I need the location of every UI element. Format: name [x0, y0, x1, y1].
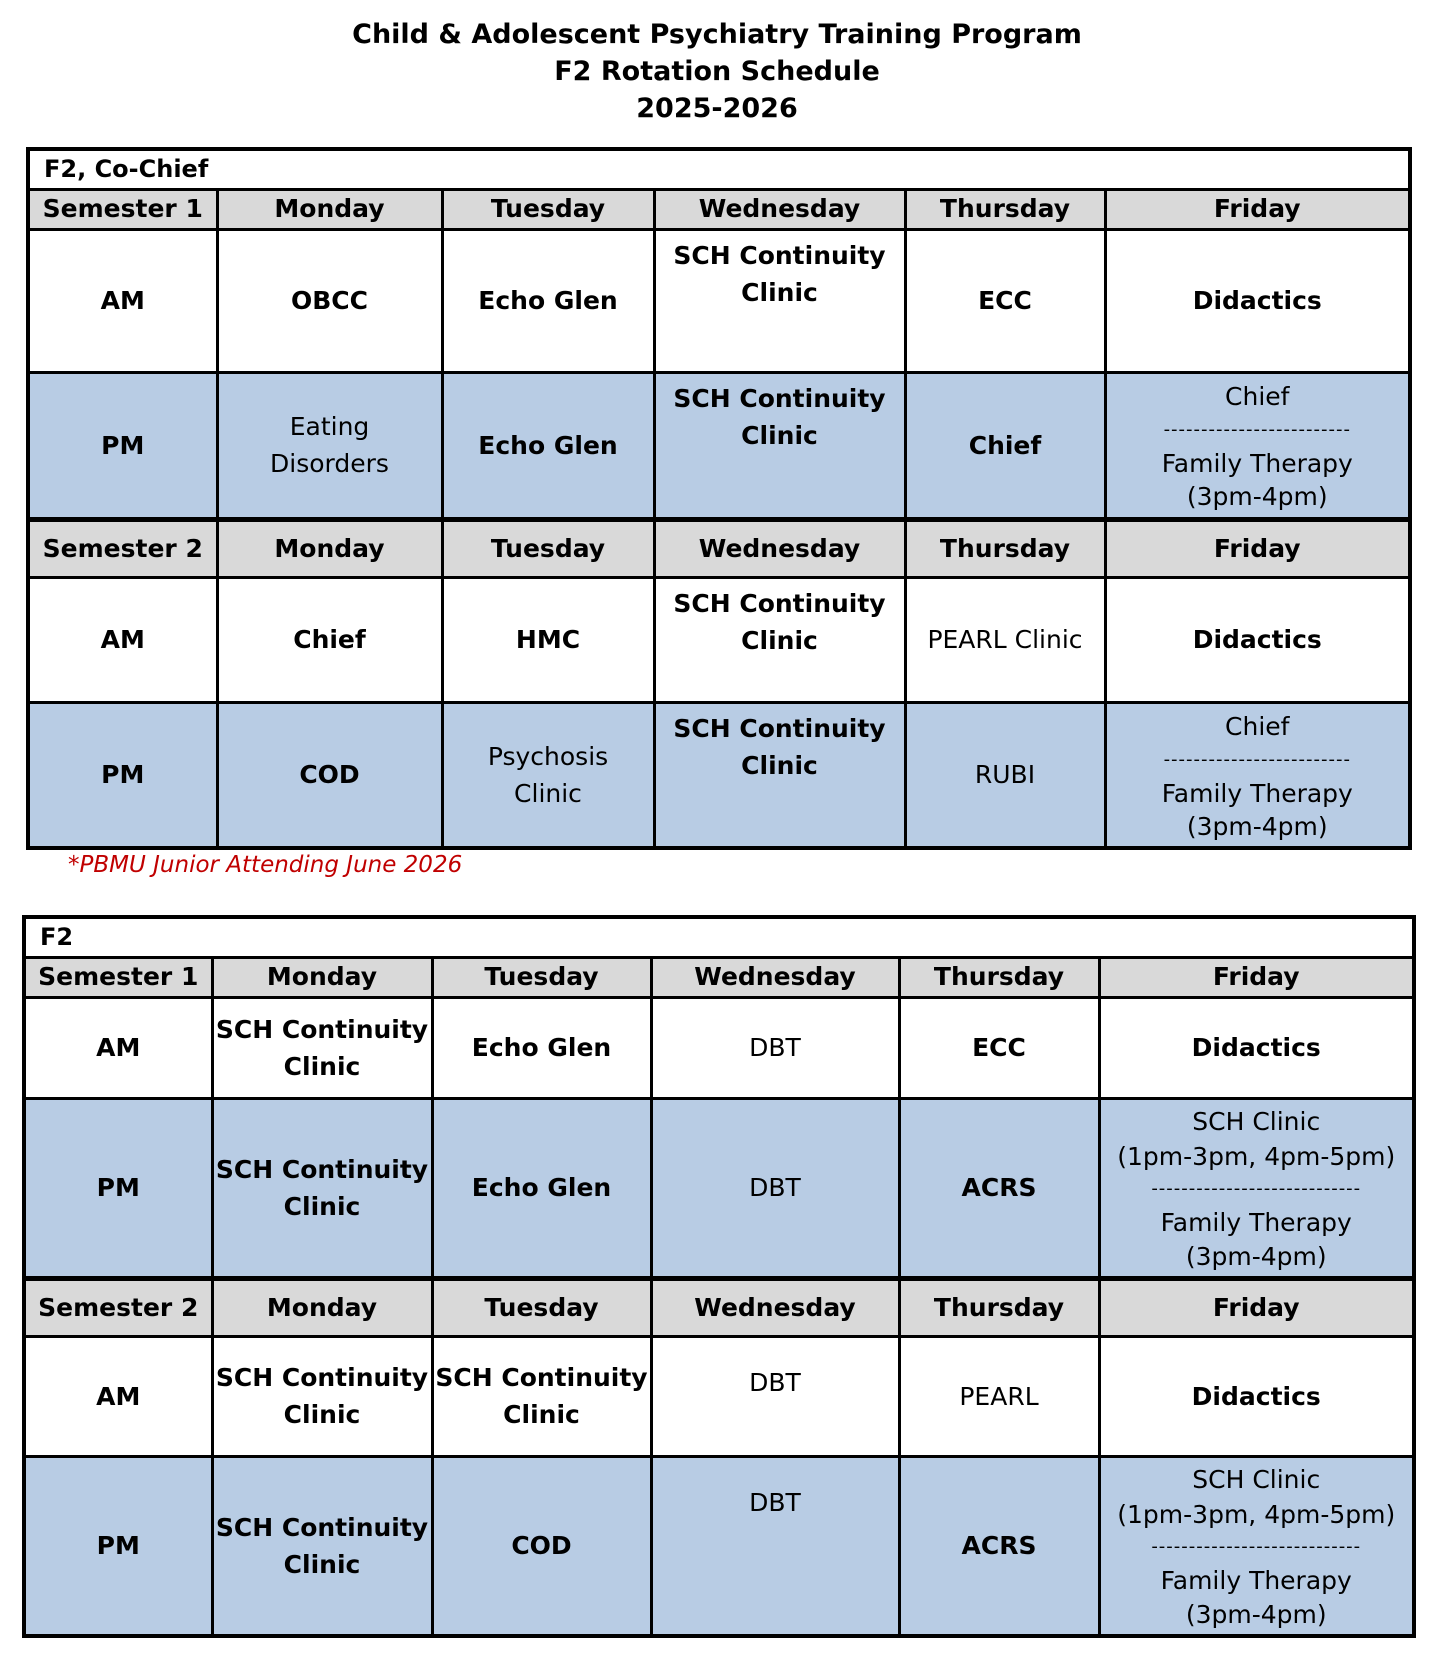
day-header-tuesday: Tuesday	[442, 189, 654, 229]
cell-line: Clinic	[741, 750, 818, 780]
row-label-pm: PM	[24, 1456, 212, 1636]
cell-line: SCH Clinic	[1192, 1106, 1321, 1136]
cell-wednesday-pm: DBT	[651, 1456, 899, 1636]
cell-tuesday-pm: COD	[432, 1456, 651, 1636]
cell-line: SCH Continuity	[673, 588, 886, 618]
cell-wednesday-am: DBT	[651, 1336, 899, 1456]
semester-label: Semester 1	[28, 189, 217, 229]
cell-wednesday-am	[654, 577, 905, 702]
cell-line: SCH Continuity	[673, 713, 886, 743]
day-header-thursday: Thursday	[905, 519, 1105, 577]
cell-monday-pm	[212, 1098, 432, 1278]
table-name: F2	[24, 917, 1414, 957]
cell-line: SCH Continuity	[215, 1512, 429, 1542]
row-label-pm: PM	[24, 1098, 212, 1278]
cell-tuesday-am	[432, 1336, 651, 1456]
cell-thursday-am: ECC	[905, 229, 1105, 372]
cell-tuesday-am: HMC	[442, 577, 654, 702]
cell-thursday-am: PEARL Clinic	[905, 577, 1105, 702]
row-label-am: AM	[28, 229, 217, 372]
cell-line: Family Therapy	[1161, 449, 1353, 478]
cell-line: Clinic	[283, 1549, 361, 1579]
cell-friday-am: Didactics	[1099, 997, 1414, 1098]
cell-friday-am: Didactics	[1105, 577, 1410, 702]
cell-monday-pm	[212, 1456, 432, 1636]
day-header-friday: Friday	[1099, 1278, 1414, 1336]
cell-thursday-pm: RUBI	[905, 702, 1105, 848]
day-header-tuesday: Tuesday	[442, 519, 654, 577]
cell-line: Clinic	[741, 420, 818, 450]
cell-friday-pm	[1105, 372, 1410, 519]
cell-line: Clinic	[283, 1051, 361, 1081]
cell-line: Clinic	[283, 1400, 361, 1429]
day-header-wednesday: Wednesday	[651, 957, 899, 997]
cell-time: (3pm-4pm)	[1186, 482, 1328, 511]
cell-time: (1pm-3pm, 4pm-5pm)	[1117, 1141, 1396, 1171]
page-title-line3: 2025-2026	[636, 93, 798, 124]
pm-row	[28, 702, 1410, 848]
semester-header-row	[24, 1278, 1414, 1336]
schedule-table-co-chief	[26, 147, 1412, 850]
day-header-monday: Monday	[212, 957, 432, 997]
cell-line: Family Therapy	[1161, 778, 1353, 808]
cell-monday-am	[212, 997, 432, 1098]
page-title-line1: Child & Adolescent Psychiatry Training Program	[352, 19, 1082, 50]
row-label-am: AM	[24, 997, 212, 1098]
cell-line: SCH Continuity	[435, 1363, 648, 1392]
cell-wednesday-pm	[654, 372, 905, 519]
semester-label: Semester 1	[24, 957, 212, 997]
row-label-pm: PM	[28, 702, 217, 848]
cell-thursday-pm: Chief	[905, 372, 1105, 519]
cell-friday-pm	[1099, 1098, 1414, 1278]
day-header-thursday: Thursday	[899, 957, 1099, 997]
footnote: *PBMU Junior Attending June 2026	[68, 852, 463, 878]
cell-line: Clinic	[283, 1191, 361, 1221]
cell-friday-pm	[1099, 1456, 1414, 1636]
semester-label: Semester 2	[28, 519, 217, 577]
cell-thursday-pm: ACRS	[899, 1456, 1099, 1636]
cell-time: (3pm-4pm)	[1186, 811, 1328, 841]
cell-time: (1pm-3pm, 4pm-5pm)	[1117, 1499, 1396, 1529]
day-header-tuesday: Tuesday	[432, 957, 651, 997]
semester-header-row	[24, 957, 1414, 997]
day-header-friday: Friday	[1105, 519, 1410, 577]
cell-wednesday-am: DBT	[651, 997, 899, 1098]
page-title-line2: F2 Rotation Schedule	[554, 56, 880, 87]
pm-row	[24, 1456, 1414, 1636]
cell-divider: -------------------------	[1163, 748, 1351, 770]
cell-thursday-pm: ACRS	[899, 1098, 1099, 1278]
cell-friday-am: Didactics	[1099, 1336, 1414, 1456]
cell-line: SCH Continuity	[673, 383, 886, 413]
day-header-thursday: Thursday	[899, 1278, 1099, 1336]
cell-wednesday-pm	[654, 702, 905, 848]
cell-line: SCH Continuity	[215, 1014, 429, 1044]
cell-line: Clinic	[741, 277, 818, 307]
cell-friday-am: Didactics	[1105, 229, 1410, 372]
cell-line: Eating	[289, 412, 370, 441]
day-header-friday: Friday	[1105, 189, 1410, 229]
row-label-am: AM	[24, 1336, 212, 1456]
cell-divider: ----------------------------	[1151, 1535, 1362, 1557]
day-header-wednesday: Wednesday	[654, 519, 905, 577]
cell-line: Chief	[1225, 382, 1290, 411]
cell-monday-pm: COD	[217, 702, 442, 848]
am-row	[28, 229, 1410, 372]
cell-line: SCH Continuity	[673, 240, 886, 270]
pm-row	[28, 372, 1410, 519]
row-label-pm: PM	[28, 372, 217, 519]
cell-tuesday-pm: Echo Glen	[432, 1098, 651, 1278]
cell-friday-pm	[1105, 702, 1410, 848]
day-header-monday: Monday	[217, 189, 442, 229]
cell-line: Chief	[1225, 711, 1290, 741]
pm-row	[24, 1098, 1414, 1278]
am-row	[28, 577, 1410, 702]
cell-monday-am: OBCC	[217, 229, 442, 372]
cell-line: Family Therapy	[1160, 1565, 1352, 1595]
cell-time: (3pm-4pm)	[1185, 1241, 1327, 1271]
cell-wednesday-pm: DBT	[651, 1098, 899, 1278]
row-label-am: AM	[28, 577, 217, 702]
cell-line: Disorders	[270, 449, 389, 478]
cell-line: Family Therapy	[1160, 1207, 1352, 1237]
am-row	[24, 1336, 1414, 1456]
cell-monday-pm	[217, 372, 442, 519]
day-header-monday: Monday	[212, 1278, 432, 1336]
cell-monday-am: Chief	[217, 577, 442, 702]
cell-monday-am	[212, 1336, 432, 1456]
cell-thursday-am: PEARL	[899, 1336, 1099, 1456]
cell-tuesday-am: Echo Glen	[442, 229, 654, 372]
day-header-friday: Friday	[1099, 957, 1414, 997]
semester-header-row	[28, 189, 1410, 229]
am-row	[24, 997, 1414, 1098]
cell-tuesday-am: Echo Glen	[432, 997, 651, 1098]
cell-line: SCH Continuity	[215, 1154, 429, 1184]
day-header-thursday: Thursday	[905, 189, 1105, 229]
day-header-tuesday: Tuesday	[432, 1278, 651, 1336]
cell-divider: ----------------------------	[1151, 1177, 1362, 1199]
cell-divider: -------------------------	[1163, 419, 1351, 440]
day-header-wednesday: Wednesday	[651, 1278, 899, 1336]
day-header-monday: Monday	[217, 519, 442, 577]
cell-wednesday-am	[654, 229, 905, 372]
cell-line: Clinic	[503, 1400, 580, 1429]
semester-header-row	[28, 519, 1410, 577]
cell-line: Psychosis	[487, 741, 609, 771]
cell-line: SCH Clinic	[1192, 1464, 1321, 1494]
cell-tuesday-pm: Echo Glen	[442, 372, 654, 519]
day-header-wednesday: Wednesday	[654, 189, 905, 229]
cell-line: Clinic	[741, 625, 818, 655]
cell-tuesday-pm	[442, 702, 654, 848]
cell-time: (3pm-4pm)	[1185, 1599, 1327, 1629]
table-name: F2, Co-Chief	[28, 149, 1410, 189]
semester-label: Semester 2	[24, 1278, 212, 1336]
cell-thursday-am: ECC	[899, 997, 1099, 1098]
cell-line: Clinic	[514, 778, 582, 808]
schedule-table-f2	[22, 915, 1416, 1638]
cell-line: SCH Continuity	[215, 1363, 429, 1392]
